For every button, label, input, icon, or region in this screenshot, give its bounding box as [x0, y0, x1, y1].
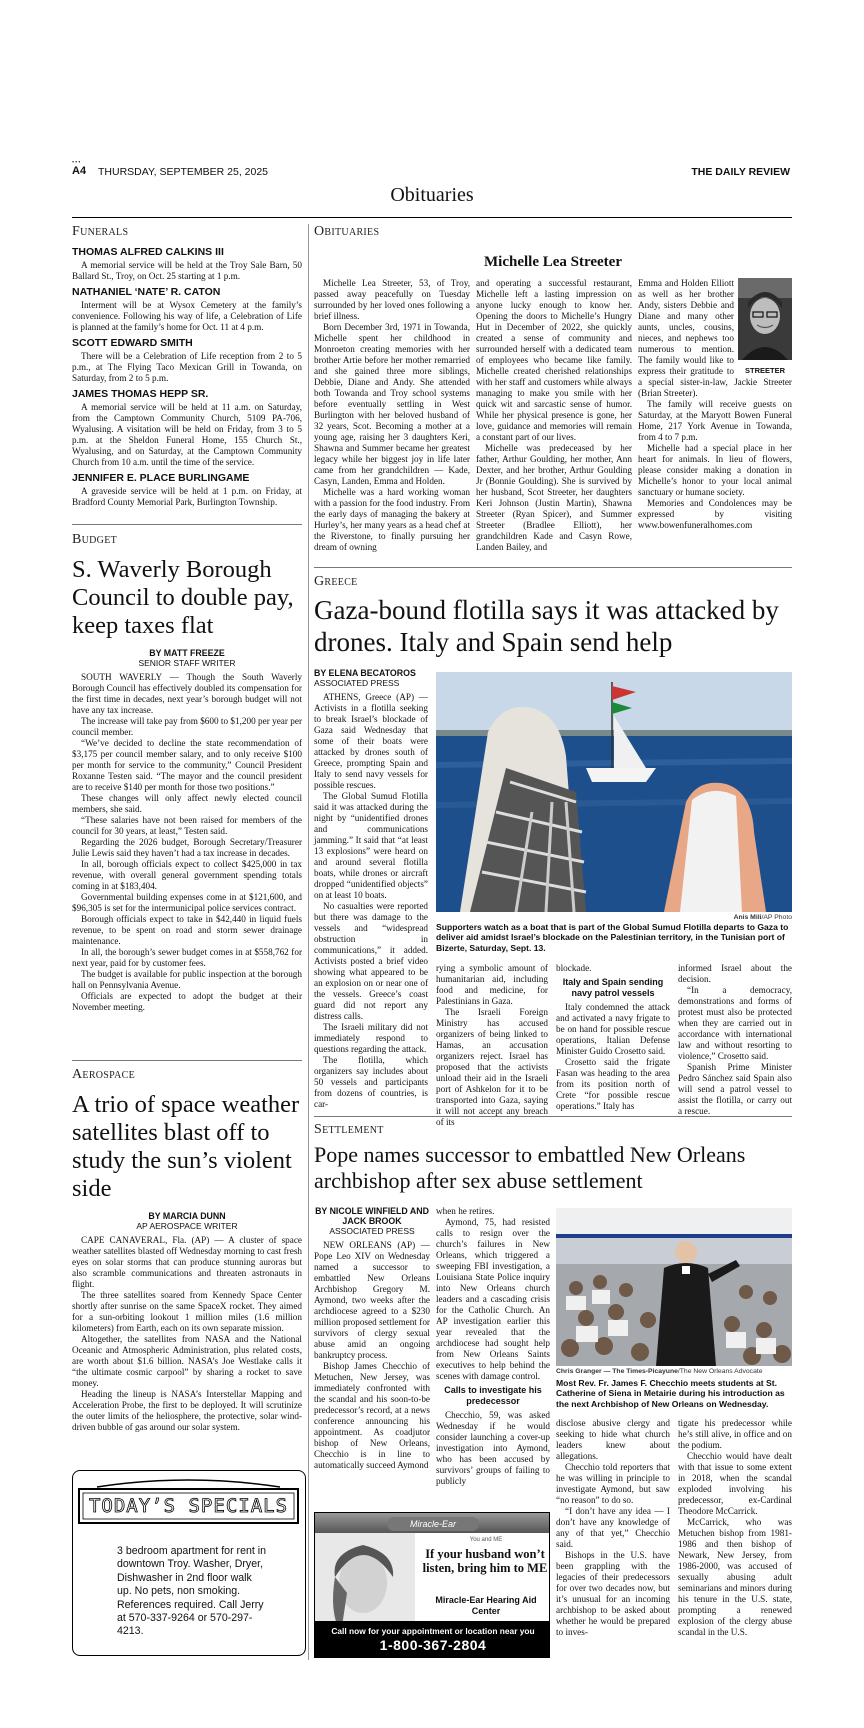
- paragraph: The three satellites soared from Kennedy Space Center shortly after sunrise on the same SpaceX rocket. They aimed for a sun-orbiting lookout 1 million miles (1.6 million kilometers) from Earth, each on its own separate mission.: [72, 1289, 302, 1333]
- obituaries-section: [314, 224, 792, 270]
- photo-credit: [436, 914, 792, 921]
- paragraph: when he retires.: [436, 1206, 495, 1216]
- paragraph: SOUTH WAVERLY — Though the South Waverly Borough Council has effectively doubled its compensation for the first time in decades, next year’s borough budget will not have any tax increase.: [72, 671, 302, 715]
- paragraph: Checchio would have dealt with that issue to some extent in 2018, when the scandal exploded involving his predecessor, ex-Cardinal Theodore McCarrick.: [678, 1451, 792, 1516]
- specials-banner: [77, 1477, 300, 1525]
- funeral-text: A graveside service will be held at 1 p.m. on Friday, at Bradford County Memorial Park, Burlington Township.: [72, 486, 302, 507]
- funeral-name: NATHANIEL ‘NATE’ R. CATON: [72, 286, 221, 298]
- paragraph: Aymond, 75, had resisted calls to resign over the church’s failures in New Orleans, which triggered a sweeping FBI investigation, a Louisiana State Police inquiry into New Orleans church leaders and a cascading crisis for the Catholic Church. An AP investigation earlier this year revealed that the archdiocese had sought help from New Orleans Saints executives to help behind the scenes with damage control.: [436, 1217, 550, 1381]
- paragraph: Born December 3rd, 1971 in Towanda, Michelle spent her childhood in Monroeton creating memories with her brother Artie before her mother remarried and she gained three more siblings, Debbie, Diane and Andy. She attended both Towanda and Troy school systems before eventually settling in West Burlington with her beloved husband of 32 years, Scot. Becoming a mother at a young age, raising her 3 daughters Keri, Shawna and Summer became her greatest legacy while her biggest joy in life later came from her grandchildren — Kade, Casyn, Landen, Emma and Holden.: [314, 322, 470, 486]
- greece-col-c: [678, 963, 792, 1117]
- ad-phone[interactable]: 1-800-367-2804: [379, 1637, 487, 1653]
- obituary-col-2: [476, 278, 632, 553]
- article-body: [314, 692, 428, 1110]
- settlement-photo: [556, 1208, 792, 1366]
- dots-icon: •••: [72, 160, 82, 166]
- ad-tagline: You and ME: [469, 1537, 503, 1543]
- funeral-item: [72, 388, 302, 468]
- ad-brand: Miracle-Ear: [387, 1517, 479, 1531]
- paragraph: “I don’t have any idea — I don’t have any knowledge of any of that yet,” Checchio said.: [556, 1506, 670, 1549]
- funeral-name: JENNIFER E. PLACE BURLINGAME: [72, 472, 250, 484]
- page-date: THURSDAY, SEPTEMBER 25, 2025: [98, 166, 269, 178]
- funeral-text: There will be a Celebration of Life reception from 2 to 5 p.m., at The Flying Taco Mexican Grill in Towanda, on Saturday, from 2 to 5 p.m.: [72, 351, 302, 383]
- archbishop-photo-icon: [556, 1208, 792, 1366]
- paragraph: These changes will only affect newly elected council members, she said.: [72, 792, 302, 814]
- aerospace-section: [72, 1067, 302, 1433]
- article-headline: S. Waverly Borough Council to double pay, keep taxes flat: [72, 556, 294, 639]
- paragraph: informed Israel about the decision.: [678, 963, 792, 984]
- byline-title: ASSOCIATED PRESS: [329, 1226, 415, 1236]
- settlement-col-1: [314, 1206, 430, 1471]
- paragraph: “We’ve decided to decline the state recommendation of $3,175 per council member salary, and to only receive $100 per month for service to the community,” Council President Roxanne Testen said. “The mayor and the council president are to receive $140 per month for those two positions.”: [72, 737, 302, 792]
- byline: BY MATT FREEZE: [149, 647, 225, 658]
- specials-title: TODAY’S SPECIALS: [88, 1495, 289, 1517]
- specials-box: [72, 1470, 306, 1656]
- paragraph: and operating a successful restaurant, Michelle left a lasting impression on anyone lucky enough to know her. Opening the doors to Michelle’s Hungry Hut in December of 2022, she quickly created a sense of community and surrounded herself with a dedicated team of employees who became like family. Michelle created cherished relationships with her staff and customers while always managing to make you smile with her quick wit and sarcastic sense of humor. While her physical presence is gone, her love, guidance and memories will remain a constant part of our lives.: [476, 278, 632, 442]
- paragraph: Officials are expected to adopt the budget at their November meeting.: [72, 990, 302, 1012]
- funeral-text: Interment will be at Wysox Cemetery at the family’s convenience. Following his way of life, a Celebration of Life is planned at the family’s home for Oct. 11 at 4 p.m.: [72, 300, 302, 332]
- greece-photo: [436, 672, 792, 912]
- paragraph: The family will receive guests on Saturday, at the Maryott Bowen Funeral Home, 217 York Avenue in Towanda, from 4 to 7 p.m.: [638, 399, 792, 442]
- paragraph: Crosetto said the frigate Fasan was heading to the area from its position north of Crete “for possible rescue operations.” Italy has: [556, 1057, 670, 1111]
- settlement-col-3: [556, 1418, 670, 1638]
- obituary-photo: [738, 278, 792, 374]
- paragraph: In all, the borough’s sewer budget comes in at $558,762 for next year, paid for by customer fees.: [72, 946, 302, 968]
- paragraph: CAPE CANAVERAL, Fla. (AP) — A cluster of space weather satellites blasted off Wednesday morning to cast fresh eyes on solar storms that can produce stunning auroras but also scramble communications and threaten astronauts in flight.: [72, 1234, 302, 1289]
- photo-credit-org: /AP Photo: [761, 914, 792, 921]
- article-headline: Pope names successor to embattled New Orleans archbishop after sex abuse settlement: [314, 1142, 746, 1193]
- miracle-ear-ad[interactable]: [314, 1512, 550, 1658]
- paragraph: Italy condemned the attack and activated a navy frigate to be on hand for possible rescue operations, Italian Defense Minister Guido Crosetto said.: [556, 1002, 670, 1056]
- portrait-icon: [738, 278, 792, 360]
- photo-credit: [556, 1368, 792, 1375]
- paragraph: rying a symbolic amount of humanitarian aid, including food and medicine, for Palestinians in Gaza.: [436, 963, 548, 1006]
- article-body: [314, 1240, 430, 1471]
- paragraph: Michelle Lea Streeter, 53, of Troy, passed away peacefully on Tuesday surrounded by her loved ones following a brief illness.: [314, 278, 470, 321]
- header-rule: [72, 217, 792, 218]
- greece-lead: [314, 668, 428, 1110]
- byline-title: SENIOR STAFF WRITER: [138, 657, 236, 668]
- ad-headline: If your husband won’t listen, bring him to ME: [422, 1547, 548, 1575]
- greece-section: [314, 574, 792, 658]
- ad-business: Miracle-Ear Hearing Aid Center: [435, 1595, 537, 1616]
- column-divider: [308, 224, 309, 1660]
- specials-text: 3 bedroom apartment for rent in downtown Troy. Washer, Dryer, Dishwasher in 2nd floor walk up. No pets, non smoking. References required. Call Jerry at 570-337-9264 or 570-297-4213.: [117, 1545, 266, 1638]
- paragraph: In all, borough officials expect to collect $425,000 in tax revenue, with overall general government spending totals coming in at $183,404.: [72, 858, 302, 891]
- greece-col-b: [556, 963, 670, 1112]
- funeral-name: THOMAS ALFRED CALKINS III: [72, 246, 224, 258]
- obituary-col-1: [314, 278, 470, 553]
- funerals-section: [72, 224, 302, 508]
- paragraph: The Israeli military did not immediately respond to questions regarding the attack.: [314, 1022, 428, 1054]
- divider-rule: [314, 567, 792, 568]
- section-label: Settlement: [314, 1122, 384, 1137]
- paragraph: Bishops in the U.S. have been grappling with the legacies of their predecessors for over two decades now, but it’s unusual for an incoming archbishop to be asked about whether he would be prepared to inves-: [556, 1550, 670, 1637]
- budget-section: [72, 532, 302, 1013]
- paragraph: ATHENS, Greece (AP) — Activists in a flotilla seeking to break Israel’s blockade of Gaza said Wednesday that some of their boats were attacked by drones south of Greece, prompting Spain and Italy to send navy vessels for possible rescues.: [314, 692, 428, 790]
- divider-rule: [72, 1060, 302, 1061]
- paragraph: Regarding the 2026 budget, Borough Secretary/Treasurer Julie Lewis said they haven’t had a tax increase in decades.: [72, 836, 302, 858]
- paragraph: Altogether, the satellites from NASA and the National Oceanic and Atmospheric Administration, plus related costs, are worth about $1.6 billion. NASA’s Joe Westlake calls it “the ultimate cosmic carpool” by sharing a rocket to save money.: [72, 1333, 302, 1388]
- paragraph: McCarrick, who was Metuchen bishop from 1981-1986 and then bishop of Newark, New Jersey, from 1986-2000, was accused of sexually abusing adult seminarians and minors during his tenure in the U.S. state, prompting a renewed explosion of the clergy abuse scandal in the U.S.: [678, 1517, 792, 1637]
- funeral-item: [72, 337, 302, 384]
- funeral-item: [72, 286, 302, 333]
- funeral-item: [72, 472, 302, 508]
- obituary-col-3: [638, 278, 792, 531]
- paragraph: Memories and Condolences may be expressed by visiting www.bowenfuneralhomes.com: [638, 498, 792, 530]
- settlement-col-4: [678, 1418, 792, 1638]
- photo-label: STREETER: [744, 366, 785, 375]
- paragraph: “These salaries have not been raised for members of the council for 30 years, at least,” Testen said.: [72, 814, 302, 836]
- section-label: Aerospace: [72, 1067, 136, 1082]
- paragraph: Checchio, 59, was asked Wednesday if he would consider launching a cover-up investigation into Aymond, who has been accused by survivors’ groups of failing to publicly: [436, 1410, 550, 1486]
- paragraph: tigate his predecessor while he’s still alive, in office and on the podium.: [678, 1418, 792, 1450]
- paragraph: The budget is available for public inspection at the borough hall on Pennsylvania Avenue.: [72, 968, 302, 990]
- paragraph: disclose abusive clergy and seeking to hide what church leaders knew about allegations.: [556, 1418, 670, 1461]
- paragraph: Heading the lineup is NASA’s Interstellar Mapping and Acceleration Probe, the first to be deployed. It will scrutinize the outer limits of the heliosphere, the protective, solar wind-driven bubble of gas around our solar system.: [72, 1388, 302, 1432]
- byline-title: ASSOCIATED PRESS: [314, 678, 400, 688]
- funeral-item: [72, 246, 302, 282]
- ad-cta-bar[interactable]: [315, 1621, 550, 1658]
- article-body: [72, 1235, 302, 1433]
- byline: BY NICOLE WINFIELD AND JACK BROOK: [315, 1206, 429, 1226]
- photo-credit-name: Chris Granger — The Times-Picayune: [556, 1368, 678, 1375]
- paragraph: blockade.: [556, 963, 592, 973]
- photo-caption: Supporters watch as a boat that is part of the Global Sumud Flotilla departs to Gaza to deliver aid amidst Israel’s blockade on the Palestinian territory, in the Tunisian port of Bizerte, Saturday, Sept. 13.: [436, 922, 789, 953]
- section-label: Funerals: [72, 224, 129, 239]
- section-label: Greece: [314, 574, 358, 589]
- photo-caption: Most Rev. Fr. James F. Checchio meets students at St. Catherine of Siena in Metairie during his introduction as the next Archbishop of New Orleans on Wednesday.: [556, 1378, 785, 1409]
- paragraph: No casualties were reported but there was damage to the vessels and “widespread obstruction in communications,” it added. Activists posted a brief video showing what appeared to be an explosion on or near one of the vessels. Greece’s coast guard did not report any distress calls.: [314, 901, 428, 1021]
- section-label: Obituaries: [314, 224, 380, 239]
- paragraph: NEW ORLEANS (AP) — Pope Leo XIV on Wednesday named a successor to embattled New Orleans Archbishop Gregory M. Aymond, two weeks after the archdiocese agreed to a $230 million proposed settlement for survivors of clergy sexual abuse amid an ongoing bankruptcy process.: [314, 1240, 430, 1360]
- paper-name: THE DAILY REVIEW: [691, 166, 790, 178]
- settlement-section: [314, 1122, 792, 1194]
- paragraph: The Israeli Foreign Ministry has accused organizers of being linked to Hamas, an accusation organizers reject. Israel has proposed that the activists unload their aid in the Israeli port of Ashkelon for it to be transported into Gaza, saying it will not accept any breach of its: [436, 1007, 548, 1127]
- paragraph: The Global Sumud Flotilla said it was attacked during the night by “unidentified drones and communications jamming.” It said that “at least 13 explosions” were heard on and around several flotilla boats, while drones or aircraft dropped “unidentified objects” on at least 10 boats.: [314, 791, 428, 900]
- paragraph: “In a democracy, demonstrations and forms of protest must also be protected when they are carried out in accordance with international law and without resorting to violence,” Crosetto said.: [678, 985, 792, 1061]
- paragraph: The increase will take pay from $600 to $1,200 per year per council member.: [72, 715, 302, 737]
- section-title: Obituaries: [390, 184, 474, 206]
- byline: BY MARCIA DUNN: [148, 1210, 226, 1221]
- funeral-name: JAMES THOMAS HEPP SR.: [72, 388, 209, 400]
- funeral-name: SCOTT EDWARD SMITH: [72, 337, 193, 349]
- settlement-col-2: [436, 1206, 550, 1487]
- paragraph: Borough officials expect to take in $42,440 in liquid fuels revenue, to be spent on road and storm sewer drainage maintenance.: [72, 913, 302, 946]
- paragraph: Michelle had a special place in her heart for animals. In lieu of flowers, please consider making a donation in Michelle’s honor to your local animal sanctuary or humane society.: [638, 443, 792, 497]
- section-label: Budget: [72, 532, 118, 547]
- paragraph: Michelle was predeceased by her father, Arthur Goulding, her mother, Ann Dexter, and her brother, Arthur Goulding Jr (Bonnie Goulding). She is survived by her husband, Scot Streeter, her daughters Keri Johnson (Justin Martin), Shawna Streeter (Ryan Spicer), and Summer Streeter (Bradlee Elliott), her grandchildren Kade and Casyn Rowe, Landen Bailey, and: [476, 443, 632, 552]
- funeral-text: A memorial service will be held at 11 a.m. on Saturday, from the Camptown Community Church, 5109 PA-706, Wyalusing. A visitation will be held on Friday, from 3 to 5 p.m. at the Sheldon Funeral Home, 155 Church St., Wyalusing, and on Saturday, at the Camptown Community Church from 10 a.m. until the time of the service.: [72, 402, 302, 467]
- divider-rule: [72, 524, 302, 525]
- paragraph: Governmental building expenses come in at $121,600, and $96,305 is set for the intermunicipal police services contract.: [72, 891, 302, 913]
- paragraph: Spanish Prime Minister Pedro Sánchez said Spain also will send a patrol vessel to assist the flotilla, or carry out a rescue.: [678, 1062, 792, 1116]
- photo-credit-org: /The New Orleans Advocate: [677, 1368, 763, 1375]
- obituary-name: Michelle Lea Streeter: [484, 254, 622, 270]
- funeral-text: A memorial service will be held at the Troy Sale Barn, 50 Ballard St., Troy, on Oct. 25 starting at 1 p.m.: [72, 260, 302, 281]
- ad-cta: Call now for your appointment or location near you: [331, 1626, 535, 1636]
- article-body: [72, 672, 302, 1013]
- subhead: Italy and Spain sending navy patrol vessels: [562, 977, 664, 998]
- paragraph: Bishop James Checchio of Metuchen, New Jersey, was immediately confronted with the scandal and his soon-to-be predecessor’s record, at a news conference announcing his appointment. As coadjutor bishop of New Orleans, Checchio is in line to automatically succeed Aymond: [314, 1361, 430, 1470]
- paragraph: Emma and Holden Elliott as well as her brother Andy, sisters Debbie and Diane and many other aunts, uncles, cousins, nieces, and nephews too numerous to mention. The family would like to express their gratitude to a special sister-in-law, Jackie Streeter (Brian Streeter).: [638, 278, 792, 398]
- divider-rule: [314, 1116, 792, 1117]
- byline: BY ELENA BECATOROS: [314, 668, 416, 678]
- photo-credit-name: Anis Mili: [733, 914, 762, 921]
- article-headline: A trio of space weather satellites blast off to study the sun’s violent side: [72, 1091, 300, 1202]
- paragraph: Michelle was a hard working woman with a passion for the food industry. From the early days of managing the bakery at Hurley’s, her many years as a head chef at the Riverstone, to finally pursuing her dream of owning: [314, 487, 470, 552]
- page-number: A4: [72, 165, 87, 177]
- subhead: Calls to investigate his predecessor: [444, 1385, 542, 1406]
- article-headline: Gaza-bound flotilla says it was attacked by drones. Italy and Spain send help: [314, 595, 779, 657]
- greece-col-a: [436, 963, 548, 1128]
- flotilla-photo-icon: [436, 672, 792, 912]
- paragraph: The flotilla, which organizers say includes about 50 vessels and participants from dozens of countries, is car-: [314, 1055, 428, 1109]
- paragraph: Checchio told reporters that he was willing in principle to investigate Aymond, but saw “no reason” to do so.: [556, 1462, 670, 1505]
- byline-title: AP AEROSPACE WRITER: [136, 1220, 238, 1231]
